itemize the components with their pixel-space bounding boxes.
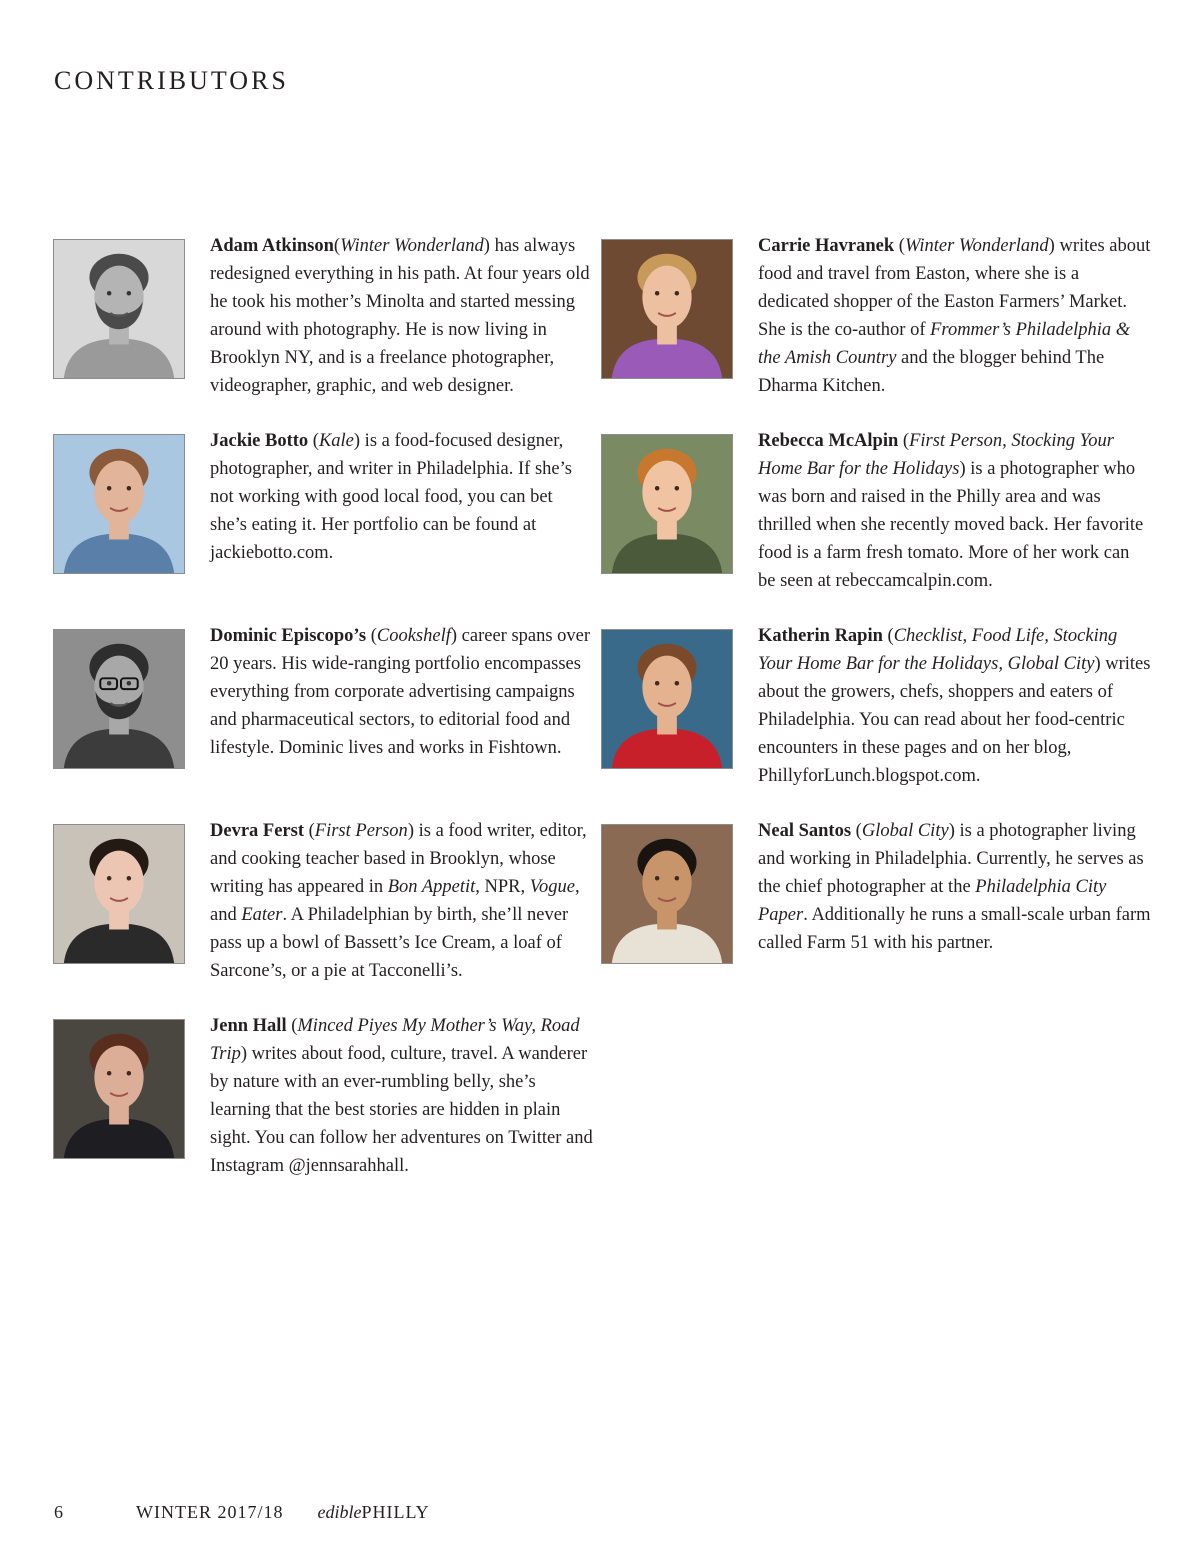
- portrait-illustration: [602, 240, 732, 378]
- contributor-bio: [210, 818, 593, 985]
- bio-italic-segment: Philadelphia City Paper: [758, 876, 1107, 925]
- contributor-bio: [210, 1013, 593, 1180]
- bio-italic-segment: Cookshelf: [376, 626, 451, 646]
- contributor-bio: [210, 428, 593, 568]
- contributor-photo: [53, 629, 185, 769]
- portrait-illustration: [54, 240, 184, 378]
- bio-text-segment: (: [898, 431, 910, 451]
- bio-text-segment: ) has always redesigned everything in his path. At four years old he took his mother’s Minolta and started messing around with photography. He is now living in Brooklyn NY, and is a freelance photographer, videographer, graphic, and web designer.: [210, 236, 590, 396]
- bio-text-segment: ) is a food writer, editor, and cooking teacher based in Brooklyn, whose writing has appeared in: [210, 821, 587, 897]
- page-footer: [54, 1502, 430, 1523]
- bio-italic-segment: First Person: [314, 821, 408, 841]
- bio-italic-segment: Kale: [318, 431, 354, 451]
- bio-italic-segment: First Person, Stocking Your Home Bar for the Holidays: [758, 431, 1114, 479]
- contributor-name: Rebecca McAlpin: [758, 431, 899, 451]
- contributor-entry: [53, 428, 593, 623]
- bio-text-segment: ) is a food-focused designer, photographer, and writer in Philadelphia. If she’s not working with good local food, you can bet she’s eating it. Her portfolio can be found at jackiebotto.com.: [210, 431, 572, 563]
- bio-italic-segment: Bon Appetit: [387, 876, 476, 897]
- bio-text-segment: ) is a photographer living and working in Philadelphia. Currently, he serves as the chief photographer at the: [758, 821, 1144, 897]
- contributor-photo: [53, 239, 185, 379]
- bio-text-segment: , and: [210, 876, 580, 925]
- portrait-illustration: [54, 435, 184, 573]
- contributor-photo: [601, 239, 733, 379]
- contributors-column-left: [53, 233, 593, 1208]
- bio-text-segment: ) writes about the growers, chefs, shoppers and eaters of Philadelphia. You can read about her food-centric encounters in these pages and on her blog, PhillyforLunch.blogspot.com.: [758, 653, 1151, 786]
- brand-philly: PHILLY: [361, 1502, 430, 1522]
- contributor-bio: [210, 623, 593, 763]
- contributor-entry: [601, 233, 1151, 428]
- bio-text-segment: (: [308, 431, 319, 451]
- contributor-entry: [53, 1013, 593, 1208]
- contributor-photo: [53, 824, 185, 964]
- bio-italic-segment: Frommer’s Philadelphia & the Amish Country: [758, 319, 1131, 368]
- contributor-name: Devra Ferst: [210, 821, 304, 841]
- contributor-bio: [210, 233, 593, 400]
- bio-text-segment: ) writes about food and travel from Easton, where she is a dedicated shopper of the Easton Farmers’ Market. She is the co-author of: [758, 236, 1151, 340]
- contributor-entry: [53, 233, 593, 428]
- bio-italic-segment: Winter Wonderland: [904, 236, 1049, 256]
- page-title: CONTRIBUTORS: [54, 66, 289, 95]
- contributor-entry: [601, 818, 1151, 1013]
- contributor-photo: [601, 629, 733, 769]
- bio-text-segment: ) is a photographer who was born and raised in the Philly area and was thrilled when she recently moved back. Her favorite food is a farm fresh tomato. More of her work can be seen at rebeccamcalpin.com.: [758, 458, 1144, 591]
- contributor-entry: [53, 818, 593, 1013]
- bio-text-segment: (: [882, 626, 894, 646]
- contributor-photo: [601, 824, 733, 964]
- contributor-name: Katherin Rapin: [758, 626, 883, 646]
- portrait-illustration: [54, 630, 184, 768]
- contributor-bio: [758, 428, 1151, 595]
- bio-text-segment: ) career spans over 20 years. His wide-ranging portfolio encompasses everything from corporate advertising campaigns and pharmaceutical sectors, to editorial food and lifestyle. Dominic lives and works in Fishtown.: [210, 626, 591, 758]
- contributor-name: Jenn Hall: [210, 1016, 287, 1036]
- contributors-column-right: [601, 233, 1151, 1013]
- contributor-entry: [601, 428, 1151, 623]
- contributor-name: Dominic Episcopo’s: [210, 626, 367, 646]
- contributor-photo: [53, 434, 185, 574]
- contributor-photo: [53, 1019, 185, 1159]
- bio-text-segment: (: [366, 626, 377, 646]
- portrait-illustration: [602, 825, 732, 963]
- contributor-entry: [53, 623, 593, 818]
- issue-label: WINTER 2017/18: [136, 1502, 284, 1522]
- bio-text-segment: . A Philadelphian by birth, she’ll never pass up a bowl of Bassett’s Ice Cream, a loaf of Sarcone’s, or a pie at Tacconelli’s.: [210, 904, 569, 981]
- portrait-illustration: [54, 1020, 184, 1158]
- contributor-bio: [758, 233, 1151, 400]
- contributor-name: Carrie Havranek: [758, 236, 895, 256]
- contributor-name: Jackie Botto: [210, 431, 309, 451]
- bio-italic-segment: Eater: [241, 904, 283, 925]
- bio-text-segment: (: [851, 821, 862, 841]
- portrait-illustration: [602, 435, 732, 573]
- bio-text-segment: . Additionally he runs a small-scale urban farm called Farm 51 with his partner.: [758, 904, 1151, 953]
- bio-text-segment: (: [304, 821, 315, 841]
- bio-text-segment: ) writes about food, culture, travel. A wanderer by nature with an ever-rumbling belly, she’s learning that the best stories are hidden in plain sight. You can follow her adventures on Twitter and Instagram @jennsarahhall.: [210, 1043, 593, 1176]
- page-number: 6: [54, 1502, 64, 1522]
- contributor-name: Neal Santos: [758, 821, 852, 841]
- bio-italic-segment: Winter Wonderland: [340, 236, 484, 256]
- brand-edible: edible: [317, 1502, 362, 1522]
- contributor-name: Adam Atkinson: [210, 236, 334, 256]
- bio-italic-segment: Checklist, Food Life, Stocking Your Home Bar for the Holidays, Global City: [758, 626, 1118, 674]
- contributor-bio: [758, 623, 1151, 790]
- bio-text-segment: (: [894, 236, 905, 256]
- bio-text-segment: (: [286, 1016, 298, 1036]
- bio-italic-segment: Vogue: [529, 876, 575, 897]
- bio-text-segment: , NPR,: [475, 876, 530, 897]
- bio-italic-segment: Global City: [861, 821, 949, 841]
- contributor-bio: [758, 818, 1151, 958]
- portrait-illustration: [54, 825, 184, 963]
- bio-text-segment: (: [333, 236, 341, 256]
- bio-italic-segment: Minced Piyes My Mother’s Way, Road Trip: [210, 1016, 580, 1064]
- contributor-entry: [601, 623, 1151, 818]
- portrait-illustration: [602, 630, 732, 768]
- contributor-photo: [601, 434, 733, 574]
- bio-text-segment: and the blogger behind The Dharma Kitchen.: [758, 347, 1105, 396]
